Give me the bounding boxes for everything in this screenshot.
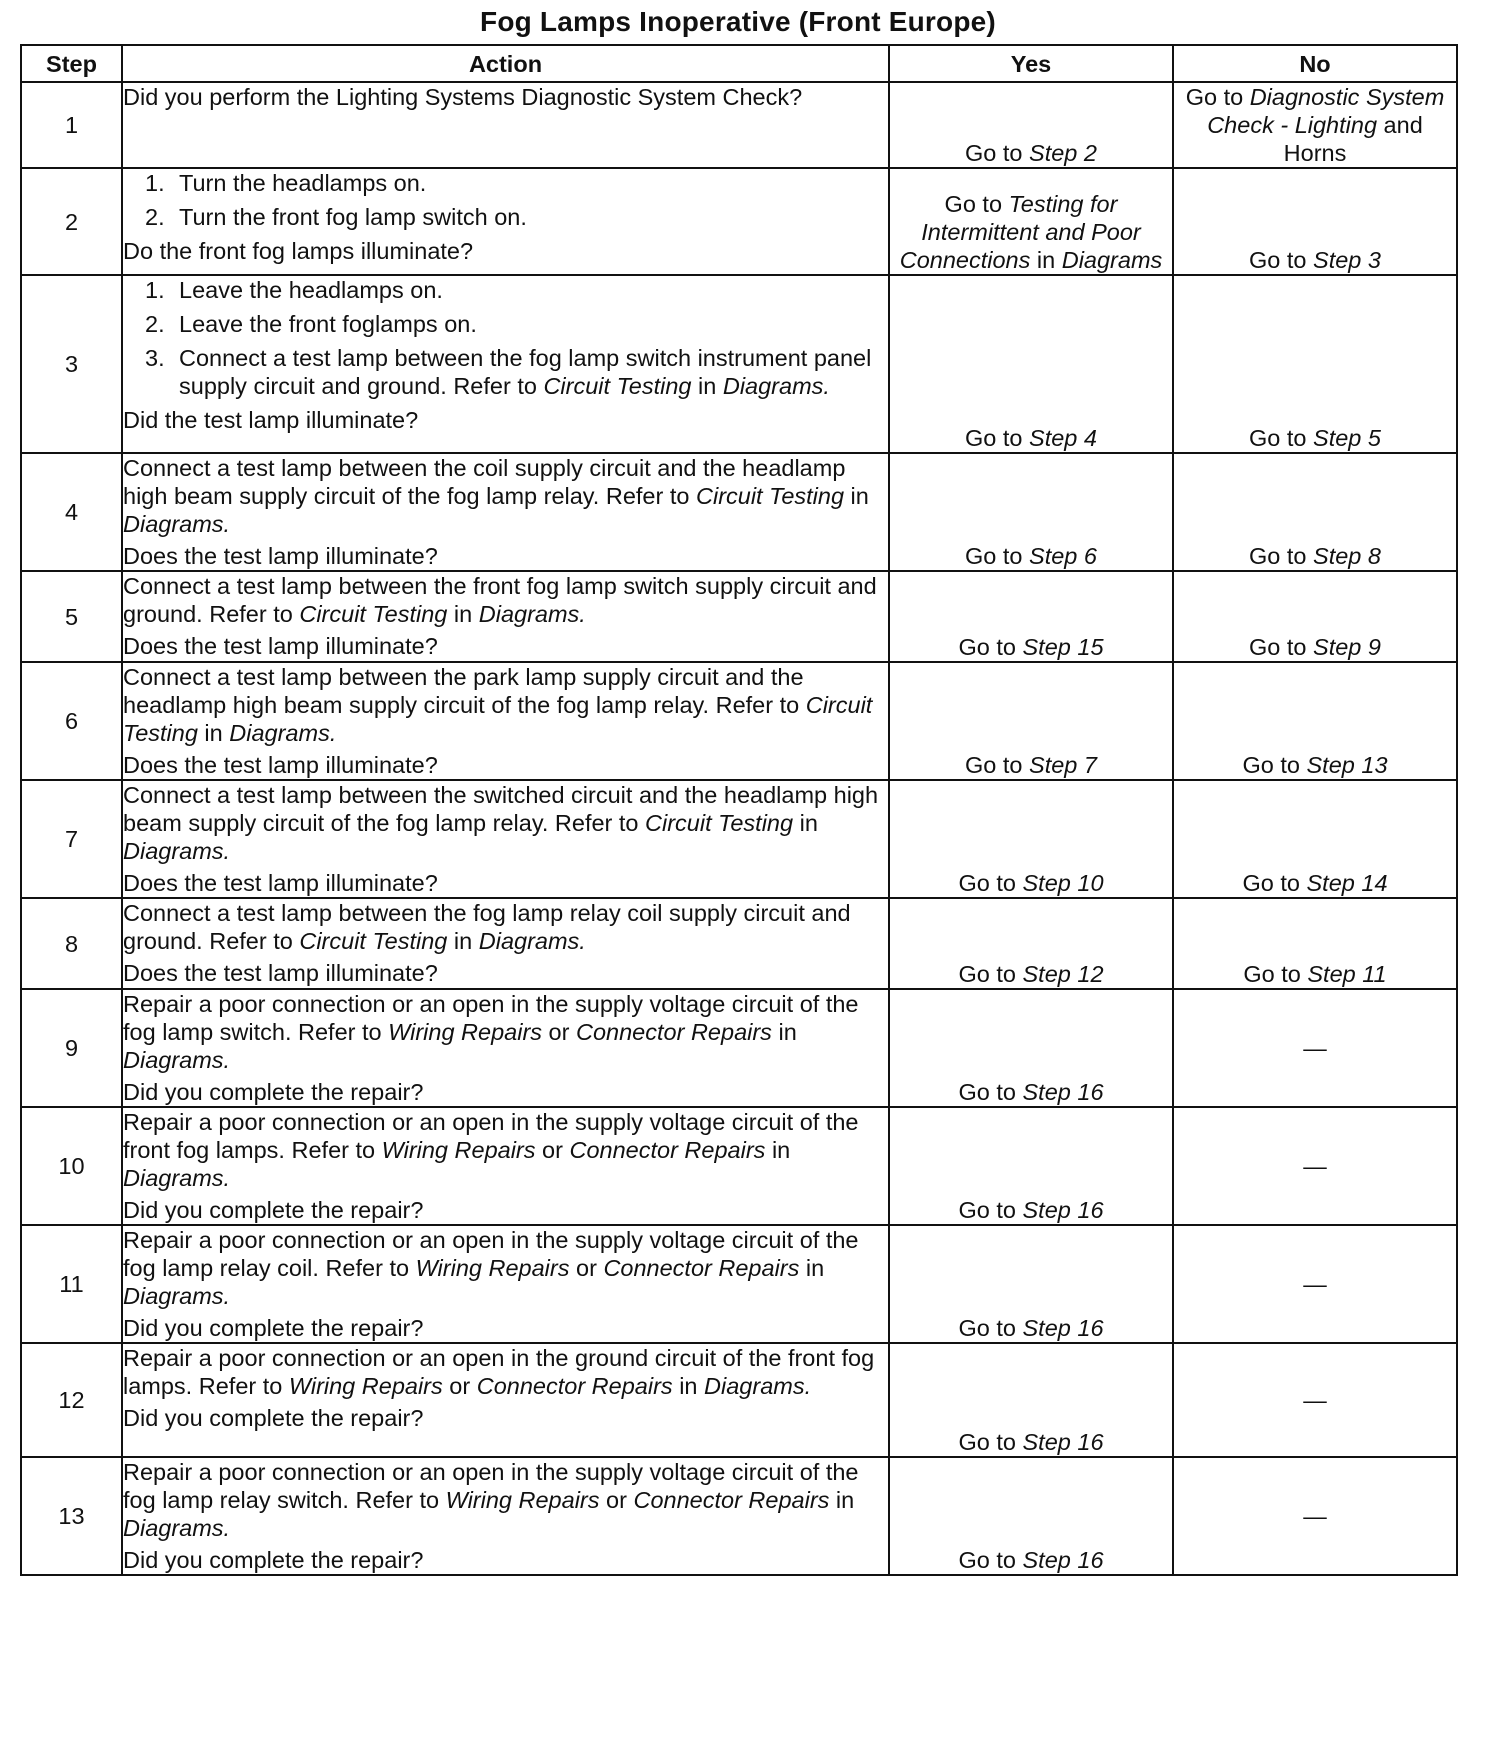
table-row [21, 989, 1457, 1107]
action-cell [122, 571, 889, 662]
no-cell: Go to Step 9 [1173, 571, 1457, 662]
yes-cell: Go to Step 16 [889, 989, 1173, 1107]
yes-cell: Go to Step 16 [889, 1107, 1173, 1225]
action-question: Did you complete the repair? [123, 1315, 424, 1341]
table-row [21, 1225, 1457, 1343]
action-cell [122, 780, 889, 898]
action-substep: 2. Leave the front foglamps on. [145, 311, 477, 337]
action-question: Does the test lamp illuminate? [123, 543, 438, 569]
action-text: Repair a poor connection or an open in the supply voltage circuit of the front fog lamps. Refer to Wiring Repairs or Connector Repairs in Diagrams. [123, 1109, 859, 1191]
action-substep: 1. Leave the headlamps on. [145, 277, 443, 303]
action-text: Repair a poor connection or an open in the ground circuit of the front fog lamps. Refer to Wiring Repairs or Connector Repairs in Diagrams. [123, 1345, 875, 1399]
table-row [21, 275, 1457, 453]
diagnostic-table [20, 44, 1458, 1576]
action-substep: 1. Turn the headlamps on. [145, 170, 427, 196]
action-question: Did you complete the repair? [123, 1547, 424, 1573]
action-question: Does the test lamp illuminate? [123, 870, 438, 896]
table-row [21, 571, 1457, 662]
table-row [21, 898, 1457, 989]
yes-cell: Go to Step 16 [889, 1343, 1173, 1457]
table-row [21, 82, 1457, 168]
table-row [21, 453, 1457, 571]
yes-cell: Go to Step 10 [889, 780, 1173, 898]
yes-cell: Go to Step 15 [889, 571, 1173, 662]
action-question: Did you complete the repair? [123, 1405, 424, 1431]
header-action: Action [122, 45, 889, 82]
action-question: Does the test lamp illuminate? [123, 960, 438, 986]
yes-cell: Go to Step 7 [889, 662, 1173, 780]
step-number: 9 [21, 989, 122, 1107]
no-cell: Go to Step 13 [1173, 662, 1457, 780]
no-cell: Go to Diagnostic System Check - Lighting and Horns [1173, 82, 1457, 168]
action-cell [122, 1225, 889, 1343]
yes-cell: Go to Step 16 [889, 1457, 1173, 1575]
no-cell: Go to Step 8 [1173, 453, 1457, 571]
yes-cell: Go to Step 4 [889, 275, 1173, 453]
action-cell [122, 662, 889, 780]
step-number: 2 [21, 168, 122, 275]
action-cell [122, 1457, 889, 1575]
table-row [21, 168, 1457, 275]
action-cell [122, 82, 889, 168]
action-substep: 2. Turn the front fog lamp switch on. [145, 204, 527, 230]
table-row [21, 1457, 1457, 1575]
table-body [21, 82, 1457, 1575]
action-cell [122, 898, 889, 989]
table-row [21, 1343, 1457, 1457]
action-text: Repair a poor connection or an open in the supply voltage circuit of the fog lamp relay switch. Refer to Wiring Repairs or Connector Repairs in Diagrams. [123, 1459, 859, 1541]
page-title: Fog Lamps Inoperative (Front Europe) [480, 6, 996, 37]
no-cell: — [1173, 1225, 1457, 1343]
action-question: Does the test lamp illuminate? [123, 752, 438, 778]
action-substep: 3. Connect a test lamp between the fog lamp switch instrument panel supply circuit and ground. Refer to Circuit Testing in Diagrams. [145, 345, 872, 399]
table-row [21, 662, 1457, 780]
action-cell [122, 1343, 889, 1457]
yes-cell: Go to Step 16 [889, 1225, 1173, 1343]
step-number: 12 [21, 1343, 122, 1457]
action-text: Repair a poor connection or an open in the supply voltage circuit of the fog lamp switch. Refer to Wiring Repairs or Connector Repairs in Diagrams. [123, 991, 859, 1073]
step-number: 5 [21, 571, 122, 662]
no-cell: Go to Step 5 [1173, 275, 1457, 453]
no-cell: Go to Step 11 [1173, 898, 1457, 989]
action-question: Does the test lamp illuminate? [123, 633, 438, 659]
step-number: 4 [21, 453, 122, 571]
step-number: 1 [21, 82, 122, 168]
action-cell [122, 989, 889, 1107]
header-step: Step [21, 45, 122, 82]
no-cell: — [1173, 1457, 1457, 1575]
step-number: 7 [21, 780, 122, 898]
step-number: 13 [21, 1457, 122, 1575]
action-text: Connect a test lamp between the coil supply circuit and the headlamp high beam supply circuit of the fog lamp relay. Refer to Circuit Testing in Diagrams. [123, 455, 869, 537]
action-cell [122, 275, 889, 453]
action-cell [122, 453, 889, 571]
action-question: Did you complete the repair? [123, 1079, 424, 1105]
action-question: Do the front fog lamps illuminate? [123, 238, 474, 264]
table-row [21, 780, 1457, 898]
action-question: Did the test lamp illuminate? [123, 407, 419, 433]
action-text: Connect a test lamp between the front fog lamp switch supply circuit and ground. Refer to Circuit Testing in Diagrams. [123, 573, 877, 627]
step-number: 10 [21, 1107, 122, 1225]
yes-cell: Go to Testing for Intermittent and Poor Connections in Diagrams [889, 168, 1173, 275]
header-yes: Yes [889, 45, 1173, 82]
action-question: Did you complete the repair? [123, 1197, 424, 1223]
action-cell [122, 1107, 889, 1225]
yes-cell: Go to Step 6 [889, 453, 1173, 571]
step-number: 6 [21, 662, 122, 780]
no-cell: Go to Step 14 [1173, 780, 1457, 898]
header-no: No [1173, 45, 1457, 82]
yes-cell: Go to Step 2 [889, 82, 1173, 168]
action-text: Connect a test lamp between the switched circuit and the headlamp high beam supply circuit of the fog lamp relay. Refer to Circuit Testing in Diagrams. [123, 782, 879, 864]
step-number: 8 [21, 898, 122, 989]
action-text: Repair a poor connection or an open in the supply voltage circuit of the fog lamp relay coil. Refer to Wiring Repairs or Connector Repairs in Diagrams. [123, 1227, 859, 1309]
no-cell: — [1173, 1107, 1457, 1225]
action-cell [122, 168, 889, 275]
yes-cell: Go to Step 12 [889, 898, 1173, 989]
step-number: 11 [21, 1225, 122, 1343]
no-cell: Go to Step 3 [1173, 168, 1457, 275]
no-cell: — [1173, 989, 1457, 1107]
action-text: Did you perform the Lighting Systems Diagnostic System Check? [123, 84, 803, 110]
action-text: Connect a test lamp between the fog lamp relay coil supply circuit and ground. Refer to Circuit Testing in Diagrams. [123, 900, 851, 954]
step-number: 3 [21, 275, 122, 453]
table-row [21, 1107, 1457, 1225]
action-text: Connect a test lamp between the park lamp supply circuit and the headlamp high beam supply circuit of the fog lamp relay. Refer to Circuit Testing in Diagrams. [123, 664, 873, 746]
no-cell: — [1173, 1343, 1457, 1457]
header-row [21, 45, 1457, 82]
